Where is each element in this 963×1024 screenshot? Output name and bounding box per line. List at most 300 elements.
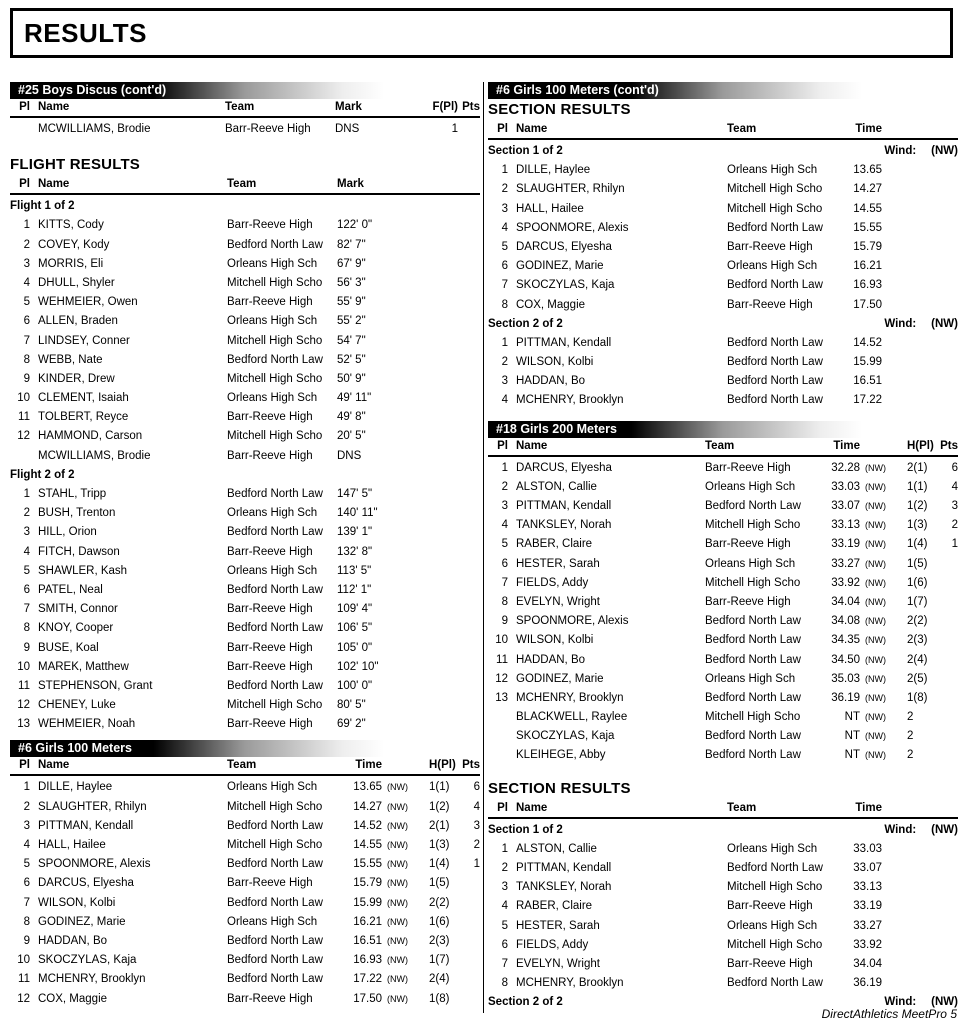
team-cell: Bedford North Law: [727, 862, 823, 874]
team-cell: Bedford North Law: [727, 356, 823, 369]
place-cell: 5: [23, 858, 30, 871]
result-row: [488, 353, 958, 372]
place-cell: 3: [501, 500, 508, 512]
column-header: [382, 758, 415, 774]
place-cell: 12: [17, 430, 30, 443]
name-cell: SPOONMORE, Alexis: [516, 615, 629, 628]
team-cell: Barr-Reeve High: [705, 461, 791, 474]
column-header: Pl: [19, 759, 30, 772]
wind-cell: (NW): [865, 673, 886, 684]
result-row: [10, 408, 480, 427]
result-row: [10, 639, 480, 658]
team-cell: Mitchell High Scho: [227, 839, 323, 851]
column-header: Name: [516, 439, 548, 452]
place-cell: 13: [17, 718, 30, 731]
name-cell: MCHENRY, Brooklyn: [516, 394, 624, 407]
place-cell: 3: [23, 526, 30, 539]
heat-place-cell: 1(5): [429, 877, 450, 890]
place-cell: 8: [501, 298, 508, 311]
team-cell: Bedford North Law: [705, 615, 801, 628]
name-cell: COX, Maggie: [516, 298, 586, 311]
result-row: [10, 120, 480, 139]
result-row: [488, 535, 958, 554]
column-header-row: [10, 177, 480, 195]
name-cell: KITTS, Cody: [38, 219, 104, 232]
name-cell: GODINEZ, Marie: [516, 260, 604, 273]
points-cell: [457, 951, 480, 970]
mark-cell: 69' 2": [337, 718, 366, 731]
place-cell: 1: [501, 336, 508, 349]
time-cell: 34.35: [831, 634, 860, 647]
time-cell: 14.55: [353, 839, 382, 851]
result-row: [488, 974, 958, 993]
heat-place-cell: 1(6): [907, 576, 928, 589]
time-cell: 14.55: [853, 202, 882, 215]
name-cell: SHAWLER, Kash: [38, 564, 128, 577]
team-cell: Barr-Reeve High: [727, 900, 813, 913]
wind-value: (NW): [931, 996, 958, 1009]
team-cell: Mitchell High Scho: [727, 202, 823, 215]
points-cell: [935, 746, 958, 765]
result-row: [488, 651, 958, 670]
result-row: [488, 391, 958, 410]
team-cell: Bedford North Law: [727, 279, 823, 292]
wind-value: (NW): [931, 145, 958, 157]
points-cell: 2: [951, 519, 958, 532]
place-cell: 5: [23, 564, 30, 577]
column-header: Mark: [337, 178, 364, 191]
place-cell: 3: [23, 257, 30, 270]
column-header-row: [488, 801, 958, 819]
name-cell: BUSE, Koal: [38, 641, 99, 654]
team-cell: Barr-Reeve High: [227, 992, 313, 1005]
mark-cell: 140' 11": [337, 507, 378, 520]
place-cell: 11: [18, 679, 30, 692]
result-row: [10, 715, 480, 734]
team-cell: Bedford North Law: [705, 749, 801, 762]
name-cell: SKOCZYLAS, Kaja: [516, 279, 615, 292]
wind-cell: (NW): [865, 731, 886, 742]
heat-place-cell: 2: [907, 749, 914, 762]
place-cell: 2: [23, 507, 30, 520]
heat-place-cell: 1(8): [429, 992, 450, 1005]
heat-place-cell: 2: [907, 730, 914, 743]
team-cell: Bedford North Law: [227, 526, 323, 539]
team-cell: Mitchell High Scho: [227, 430, 323, 443]
column-header: Team: [727, 801, 757, 814]
place-cell: [488, 727, 508, 746]
name-cell: DARCUS, Elyesha: [38, 877, 134, 890]
mark-cell: 139' 1": [337, 526, 373, 539]
column-header: Pl: [19, 101, 30, 113]
team-cell: Mitchell High Scho: [227, 372, 323, 385]
name-cell: SKOCZYLAS, Kaja: [516, 730, 615, 743]
team-cell: Mitchell High Scho: [727, 881, 823, 894]
place-cell: 7: [501, 576, 508, 589]
team-cell: Orleans High Sch: [227, 564, 318, 577]
place-cell: 1: [23, 488, 30, 500]
team-cell: Mitchell High Scho: [705, 576, 801, 589]
name-cell: SMITH, Connor: [38, 603, 118, 616]
name-cell: KINDER, Drew: [38, 372, 115, 385]
column-header: Pl: [19, 178, 30, 191]
name-cell: COX, Maggie: [38, 992, 108, 1005]
result-row: [488, 955, 958, 974]
name-cell: ALSTON, Callie: [516, 842, 597, 855]
time-cell: 34.08: [831, 615, 860, 628]
result-row: [488, 859, 958, 878]
team-cell: Bedford North Law: [227, 819, 323, 832]
name-cell: STAHL, Tripp: [38, 488, 107, 500]
team-cell: Barr-Reeve High: [227, 877, 313, 890]
result-row: [10, 504, 480, 523]
wind-info: [884, 821, 958, 840]
team-cell: Bedford North Law: [705, 634, 801, 647]
place-cell: 3: [501, 202, 508, 215]
result-row: [10, 293, 480, 312]
name-cell: TANKSLEY, Norah: [516, 519, 612, 532]
wind-cell: (NW): [865, 635, 886, 646]
flight-place-cell: 1: [451, 123, 458, 135]
result-row: [488, 478, 958, 497]
time-cell: 33.07: [831, 500, 860, 512]
points-cell: [935, 727, 958, 746]
team-cell: Barr-Reeve High: [227, 718, 313, 731]
name-cell: MORRIS, Eli: [38, 257, 104, 270]
event-header-bar: [488, 421, 866, 438]
team-cell: Bedford North Law: [227, 679, 323, 692]
event-block: [10, 82, 480, 139]
column-header: Pts: [462, 101, 480, 113]
time-cell: 33.13: [831, 519, 860, 532]
place-cell: 10: [17, 954, 30, 967]
event-title: #6 Girls 100 Meters: [18, 741, 132, 756]
wind-cell: (NW): [865, 558, 886, 569]
result-row: [10, 836, 480, 855]
place-cell: 6: [23, 315, 30, 328]
time-cell: 15.99: [853, 356, 882, 369]
mark-cell: 67' 9": [337, 257, 366, 270]
team-cell: Orleans High Sch: [227, 507, 318, 520]
time-cell: 36.19: [853, 977, 882, 990]
mark-cell: 122' 0": [337, 219, 373, 232]
heat-place-cell: 1(8): [907, 691, 928, 704]
team-cell: Mitchell High Scho: [727, 938, 823, 951]
event-title: #6 Girls 100 Meters (cont'd): [496, 83, 659, 97]
result-row: [10, 351, 480, 370]
place-cell: [10, 120, 30, 139]
column-header-row: [488, 439, 958, 457]
result-row: [10, 447, 480, 466]
place-cell: 6: [23, 877, 30, 890]
place-cell: 5: [501, 538, 508, 551]
time-cell: 33.03: [853, 842, 882, 855]
name-cell: ALLEN, Braden: [38, 315, 118, 328]
name-cell: LINDSEY, Conner: [38, 334, 130, 347]
points-cell: 3: [473, 819, 480, 832]
heat-place-cell: 2(1): [429, 819, 450, 832]
mark-cell: 105' 0": [337, 641, 373, 654]
wind-cell: (NW): [387, 955, 408, 966]
result-row: [488, 276, 958, 295]
result-row: [10, 600, 480, 619]
points-cell: 6: [473, 781, 480, 794]
team-cell: Orleans High Sch: [705, 672, 796, 685]
place-cell: 8: [23, 353, 30, 366]
wind-label: Wind:: [884, 317, 917, 330]
name-cell: TOLBERT, Reyce: [38, 411, 129, 424]
points-cell: [458, 120, 480, 139]
name-cell: GODINEZ, Marie: [516, 672, 604, 685]
name-cell: SPOONMORE, Alexis: [516, 221, 629, 234]
place-cell: 12: [495, 672, 508, 685]
wind-cell: (NW): [387, 820, 408, 831]
heat-place-cell: 2: [907, 711, 914, 724]
time-cell: 15.55: [853, 221, 882, 234]
result-row: [10, 485, 480, 504]
column-header: Team: [227, 178, 257, 191]
event-title: #18 Girls 200 Meters: [496, 421, 617, 436]
team-cell: Orleans High Sch: [227, 781, 318, 794]
time-cell: 34.04: [831, 595, 860, 608]
mark-cell: 132' 8": [337, 545, 373, 558]
team-cell: Bedford North Law: [227, 954, 323, 967]
wind-cell: (NW): [865, 712, 886, 723]
column-header: H(Pl): [429, 759, 456, 772]
place-cell: 8: [23, 622, 30, 635]
time-cell: 16.93: [353, 954, 382, 967]
team-cell: Barr-Reeve High: [227, 296, 313, 309]
name-cell: KNOY, Cooper: [38, 622, 114, 635]
name-cell: DARCUS, Elyesha: [516, 461, 612, 474]
name-cell: HESTER, Sarah: [516, 557, 600, 570]
points-cell: 6: [951, 461, 958, 474]
result-row: [488, 238, 958, 257]
team-cell: Barr-Reeve High: [227, 641, 313, 654]
result-row: [488, 878, 958, 897]
place-cell: 2: [501, 480, 508, 493]
place-cell: 4: [501, 394, 508, 407]
heat-place-cell: 1(4): [907, 538, 928, 551]
points-cell: [935, 612, 958, 631]
result-row: [488, 840, 958, 859]
name-cell: SPOONMORE, Alexis: [38, 858, 151, 871]
section-heading: FLIGHT RESULTS: [10, 156, 141, 174]
place-cell: 3: [23, 819, 30, 832]
place-cell: 11: [496, 653, 508, 666]
group-label: Flight 2 of 2: [10, 468, 75, 481]
heat-place-cell: 2(2): [429, 896, 450, 909]
place-cell: 6: [501, 938, 508, 951]
result-row: [10, 581, 480, 600]
group-label: Section 2 of 2: [488, 996, 563, 1009]
result-row: [488, 708, 958, 727]
result-row: [10, 658, 480, 677]
points-cell: [457, 932, 480, 951]
place-cell: 1: [501, 164, 508, 177]
column-right: [483, 82, 958, 1013]
wind-cell: (NW): [865, 654, 886, 665]
time-cell: 15.55: [353, 858, 382, 871]
heat-place-cell: 1(3): [429, 839, 450, 851]
mark-cell: 50' 9": [337, 372, 366, 385]
points-cell: [935, 593, 958, 612]
heat-place-cell: 2(5): [907, 672, 928, 685]
mark-cell: 82' 7": [337, 238, 366, 251]
result-row: [10, 427, 480, 446]
time-cell: 33.27: [853, 919, 882, 932]
team-cell: Barr-Reeve High: [705, 538, 791, 551]
group-header-row: [488, 821, 958, 840]
team-cell: Bedford North Law: [227, 622, 323, 635]
place-cell: 4: [501, 519, 508, 532]
place-cell: 2: [23, 800, 30, 813]
team-cell: Barr-Reeve High: [227, 545, 313, 558]
time-cell: 16.21: [353, 915, 382, 928]
name-cell: MAREK, Matthew: [38, 660, 129, 673]
result-row: [10, 970, 480, 989]
name-cell: HADDAN, Bo: [516, 653, 586, 666]
result-row: [488, 689, 958, 708]
column-header: H(Pl): [907, 439, 934, 452]
place-cell: [488, 746, 508, 765]
place-cell: 9: [23, 641, 30, 654]
event-header-bar: [488, 82, 866, 99]
time-cell: 15.79: [853, 240, 882, 253]
wind-label: Wind:: [884, 996, 917, 1009]
place-cell: 7: [501, 957, 508, 970]
points-cell: [935, 555, 958, 574]
time-cell: NT: [844, 711, 860, 724]
result-row: [10, 523, 480, 542]
name-cell: EVELYN, Wright: [516, 595, 600, 608]
place-cell: 12: [17, 992, 30, 1005]
result-row: [10, 236, 480, 255]
name-cell: MCHENRY, Brooklyn: [516, 691, 624, 704]
team-cell: Mitchell High Scho: [705, 519, 801, 532]
time-cell: 16.93: [853, 279, 882, 292]
place-cell: 4: [501, 221, 508, 234]
team-cell: Bedford North Law: [227, 896, 323, 909]
place-cell: 3: [501, 375, 508, 388]
team-cell: Bedford North Law: [227, 858, 323, 871]
time-cell: 36.19: [831, 691, 860, 704]
time-cell: 33.92: [853, 938, 882, 951]
footer-credit: DirectAthletics MeetPro 5: [821, 1007, 957, 1021]
mark-cell: DNS: [337, 449, 362, 462]
mark-cell: DNS: [335, 123, 360, 135]
heat-place-cell: 1(7): [907, 595, 928, 608]
time-cell: 16.51: [853, 375, 882, 388]
place-cell: 1: [501, 461, 508, 474]
time-cell: 34.04: [853, 957, 882, 970]
wind-cell: (NW): [865, 481, 886, 492]
group-header-row: [488, 315, 958, 334]
place-cell: 13: [495, 691, 508, 704]
team-cell: Bedford North Law: [727, 977, 823, 990]
wind-cell: (NW): [387, 916, 408, 927]
team-cell: Bedford North Law: [727, 336, 823, 349]
place-cell: 6: [501, 260, 508, 273]
result-row: [488, 372, 958, 391]
result-row: [488, 161, 958, 180]
name-cell: CHENEY, Luke: [38, 699, 116, 712]
place-cell: 5: [501, 240, 508, 253]
name-cell: HALL, Hailee: [516, 202, 584, 215]
place-cell: 10: [17, 392, 30, 405]
team-cell: Bedford North Law: [727, 221, 823, 234]
name-cell: DILLE, Haylee: [38, 781, 113, 794]
result-row: [10, 990, 480, 1009]
team-cell: Bedford North Law: [705, 730, 801, 743]
column-header: Pts: [462, 759, 480, 772]
place-cell: 6: [23, 583, 30, 596]
points-cell: 4: [951, 480, 958, 493]
wind-cell: (NW): [387, 859, 408, 870]
name-cell: HADDAN, Bo: [38, 934, 108, 947]
section-heading: SECTION RESULTS: [488, 779, 631, 797]
result-row: [488, 746, 958, 765]
event-block: [488, 421, 958, 766]
name-cell: BUSH, Trenton: [38, 507, 116, 520]
place-cell: 10: [495, 634, 508, 647]
wind-cell: (NW): [387, 935, 408, 946]
result-row: [488, 631, 958, 650]
name-cell: PATEL, Neal: [38, 583, 103, 596]
time-cell: 15.99: [353, 896, 382, 909]
column-header: Pts: [940, 439, 958, 452]
name-cell: HALL, Hailee: [38, 839, 106, 851]
name-cell: WILSON, Kolbi: [38, 896, 116, 909]
result-row: [10, 817, 480, 836]
heat-place-cell: 1(1): [429, 781, 450, 794]
name-cell: RABER, Claire: [516, 900, 593, 913]
mark-cell: 80' 5": [337, 699, 366, 712]
result-row: [488, 936, 958, 955]
place-cell: 4: [501, 900, 508, 913]
name-cell: WEHMEIER, Noah: [38, 718, 136, 731]
column-header: Name: [38, 101, 70, 113]
heat-place-cell: 1(2): [429, 800, 450, 813]
name-cell: GODINEZ, Marie: [38, 915, 126, 928]
result-row: [10, 913, 480, 932]
time-cell: 14.27: [353, 800, 382, 813]
place-cell: [10, 447, 30, 466]
column-header: Team: [225, 101, 255, 113]
name-cell: HESTER, Sarah: [516, 919, 600, 932]
column-header: Time: [855, 801, 882, 814]
mark-cell: 49' 11": [337, 392, 372, 405]
time-cell: 33.19: [831, 538, 860, 551]
mark-cell: 102' 10": [337, 660, 379, 673]
time-cell: 34.50: [831, 653, 860, 666]
name-cell: PITTMAN, Kendall: [516, 862, 612, 874]
column-header-row: [10, 758, 480, 776]
wind-value: (NW): [931, 317, 958, 330]
wind-cell: (NW): [865, 577, 886, 588]
event-block: [10, 156, 480, 734]
result-row: [488, 593, 958, 612]
group-label: Flight 1 of 2: [10, 200, 75, 213]
place-cell: 9: [501, 615, 508, 628]
points-cell: [935, 651, 958, 670]
place-cell: 5: [501, 919, 508, 932]
time-cell: 14.27: [853, 183, 882, 196]
heat-place-cell: 1(4): [429, 858, 450, 871]
column-header: [860, 439, 893, 455]
name-cell: PITTMAN, Kendall: [516, 500, 612, 512]
time-cell: 33.07: [853, 862, 882, 874]
